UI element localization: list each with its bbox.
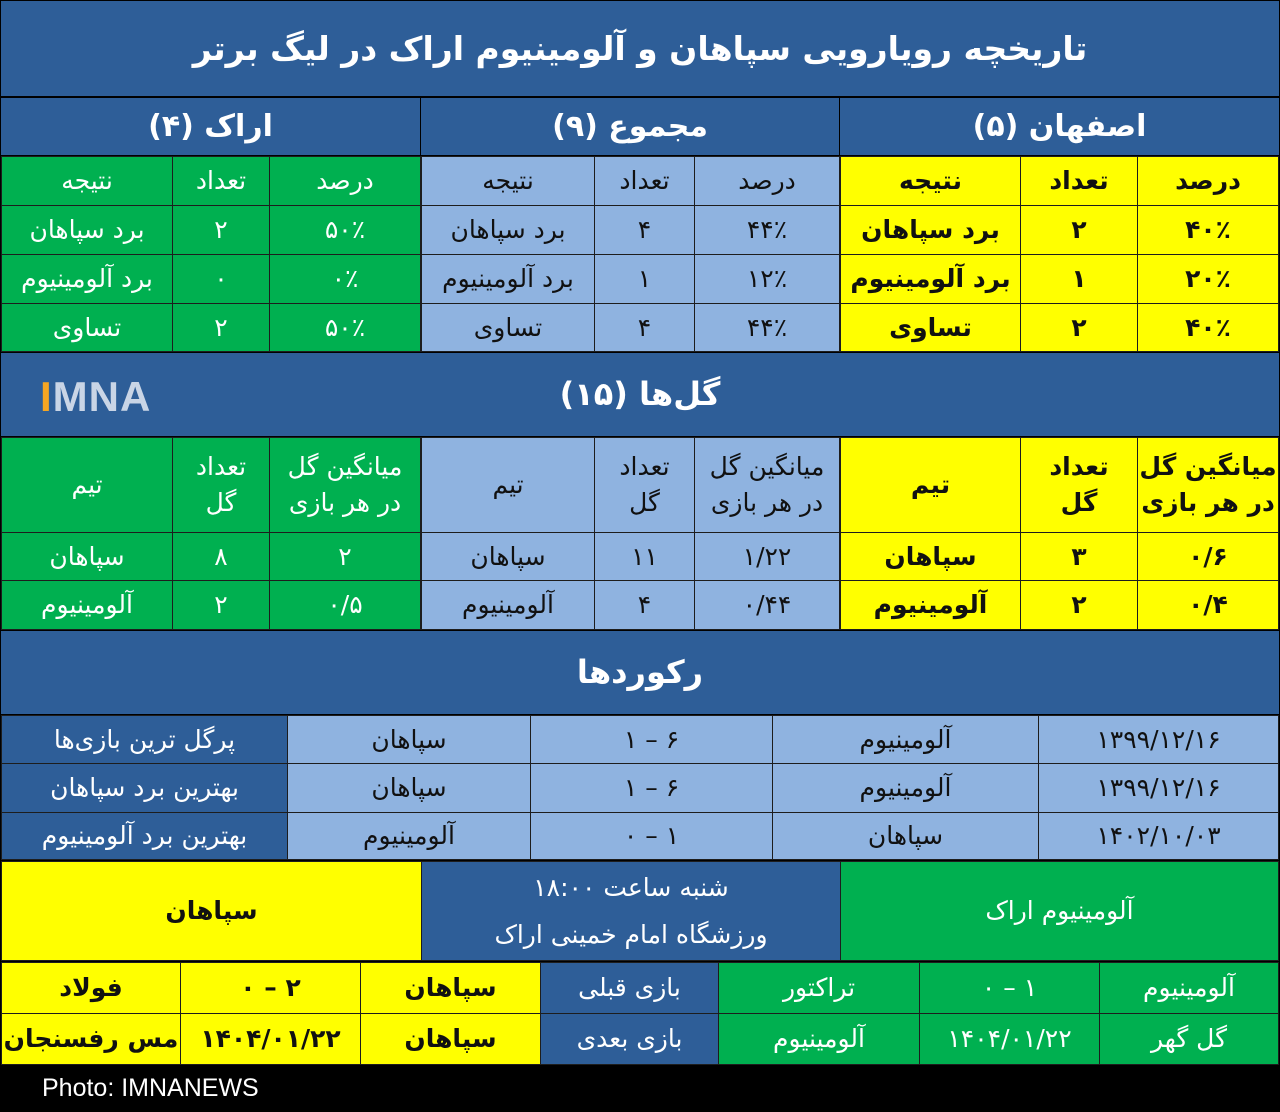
record-team: آلومینیوم [287, 812, 531, 860]
table-cell: ۵۰٪ [269, 303, 421, 352]
table-cell: سپاهان [1, 532, 173, 581]
table-cell: ۲ [1020, 205, 1138, 255]
sepahan-prev-team: سپاهان [360, 962, 541, 1014]
table-cell: آلومینیوم [840, 580, 1021, 630]
table-cell: ۲ [1020, 580, 1138, 630]
record-team: سپاهان [772, 812, 1039, 860]
table-cell: آلومینیوم [1, 580, 173, 630]
record-score: ۶ – ۱ [530, 715, 773, 764]
table-cell: ۲ [172, 303, 270, 352]
table-cell: برد سپاهان [840, 205, 1021, 255]
col-header-goal-count: تعداد گل [594, 437, 695, 533]
table-cell: ۲ [172, 580, 270, 630]
table-cell: آلومینیوم [421, 580, 595, 630]
prev-game-label: بازی قبلی [540, 962, 719, 1014]
col-header-count: تعداد [1020, 156, 1138, 206]
match-info [421, 861, 841, 961]
table-cell: ۲ [172, 205, 270, 255]
sepahan-prev-opponent: فولاد [1, 962, 181, 1014]
col-header-avg: میانگین گل در هر بازی [1137, 437, 1279, 533]
table-cell: ۴۴٪ [694, 303, 840, 352]
aluminium-next-date: ۱۴۰۴/۰۱/۲۲ [919, 1013, 1100, 1065]
match-home-team: آلومینیوم اراک [840, 861, 1279, 961]
record-score: ۱ – ۰ [530, 812, 773, 860]
table-cell: ۰ [172, 254, 270, 304]
table-cell: ۴ [594, 303, 695, 352]
record-date: ۱۳۹۹/۱۲/۱۶ [1038, 763, 1279, 813]
sepahan-next-team: سپاهان [360, 1013, 541, 1065]
table-cell: ۰/۵ [269, 580, 421, 630]
page-title: تاریخچه رویارویی سپاهان و آلومینیوم اراک در لیگ برتر [1, 1, 1279, 96]
aluminium-prev-team: آلومینیوم [1099, 962, 1279, 1014]
col-header-result: نتیجه [421, 156, 595, 206]
col-header-avg: میانگین گل در هر بازی [694, 437, 840, 533]
table-cell: ۴۰٪ [1137, 303, 1279, 352]
table-cell: سپاهان [840, 532, 1021, 581]
col-header-goal-count: تعداد گل [1020, 437, 1138, 533]
col-header-result: نتیجه [840, 156, 1021, 206]
col-header-team: تیم [421, 437, 595, 533]
table-cell: ۲۰٪ [1137, 254, 1279, 304]
table-cell: ۱ [594, 254, 695, 304]
group-title-isfahan: اصفهان (۵) [840, 98, 1279, 155]
record-team: سپاهان [287, 715, 531, 764]
table-cell: ۲ [1020, 303, 1138, 352]
imna-logo: IMNA [40, 373, 152, 420]
sepahan-prev-score: ۲ – ۰ [180, 962, 361, 1014]
table-cell: ۱/۲۲ [694, 532, 840, 581]
table-cell: ۱ [1020, 254, 1138, 304]
table-cell: برد آلومینیوم [421, 254, 595, 304]
photo-credit: Photo: IMNANEWS [42, 1074, 259, 1102]
match-time: شنبه ساعت ۱۸:۰۰ [533, 872, 729, 902]
group-title-total: مجموع (۹) [421, 98, 839, 155]
match-venue: ورزشگاه امام خمینی اراک [494, 920, 768, 949]
goals-section-title: گل‌ها (۱۵) [1, 353, 1279, 436]
table-cell: سپاهان [421, 532, 595, 581]
table-cell: ۰٪ [269, 254, 421, 304]
col-header-percent: درصد [1137, 156, 1279, 206]
aluminium-prev-opponent: تراکتور [718, 962, 920, 1014]
table-cell: ۴ [594, 580, 695, 630]
match-away-team: سپاهان [1, 861, 422, 961]
record-label: بهترین برد آلومینیوم [1, 812, 288, 860]
col-header-percent: درصد [694, 156, 840, 206]
table-cell: ۰/۶ [1137, 532, 1279, 581]
table-cell: ۰/۴ [1137, 580, 1279, 630]
col-header-count: تعداد [172, 156, 270, 206]
next-game-label: بازی بعدی [540, 1013, 719, 1065]
record-date: ۱۳۹۹/۱۲/۱۶ [1038, 715, 1279, 764]
record-team: آلومینیوم [772, 763, 1039, 813]
aluminium-next-opponent: گل گهر [1099, 1013, 1279, 1065]
table-cell: ۴۰٪ [1137, 205, 1279, 255]
col-header-result: نتیجه [1, 156, 173, 206]
col-header-percent: درصد [269, 156, 421, 206]
sepahan-next-opponent: مس رفسنجان [1, 1013, 181, 1065]
table-cell: تساوی [421, 303, 595, 352]
table-cell: ۱۲٪ [694, 254, 840, 304]
table-cell: ۰/۴۴ [694, 580, 840, 630]
record-score: ۶ – ۱ [530, 763, 773, 813]
table-cell: ۵۰٪ [269, 205, 421, 255]
record-team: سپاهان [287, 763, 531, 813]
table-cell: برد آلومینیوم [1, 254, 173, 304]
col-header-count: تعداد [594, 156, 695, 206]
record-label: پرگل ترین بازی‌ها [1, 715, 288, 764]
aluminium-prev-score: ۱ – ۰ [919, 962, 1100, 1014]
table-cell: ۴ [594, 205, 695, 255]
table-cell: ۲ [269, 532, 421, 581]
col-header-goal-count: تعداد گل [172, 437, 270, 533]
table-cell: ۴۴٪ [694, 205, 840, 255]
record-label: بهترین برد سپاهان [1, 763, 288, 813]
col-header-team: تیم [1, 437, 173, 533]
sepahan-next-date: ۱۴۰۴/۰۱/۲۲ [180, 1013, 361, 1065]
table-cell: برد سپاهان [421, 205, 595, 255]
col-header-team: تیم [840, 437, 1021, 533]
table-cell: ۸ [172, 532, 270, 581]
table-cell: برد آلومینیوم [840, 254, 1021, 304]
table-cell: تساوی [840, 303, 1021, 352]
table-cell: تساوی [1, 303, 173, 352]
records-section-title: رکوردها [1, 631, 1279, 714]
record-date: ۱۴۰۲/۱۰/۰۳ [1038, 812, 1279, 860]
aluminium-next-team: آلومینیوم [718, 1013, 920, 1065]
table-cell: ۳ [1020, 532, 1138, 581]
table-cell: ۱۱ [594, 532, 695, 581]
col-header-avg: میانگین گل در هر بازی [269, 437, 421, 533]
group-title-arak: اراک (۴) [1, 98, 420, 155]
record-team: آلومینیوم [772, 715, 1039, 764]
table-cell: برد سپاهان [1, 205, 173, 255]
